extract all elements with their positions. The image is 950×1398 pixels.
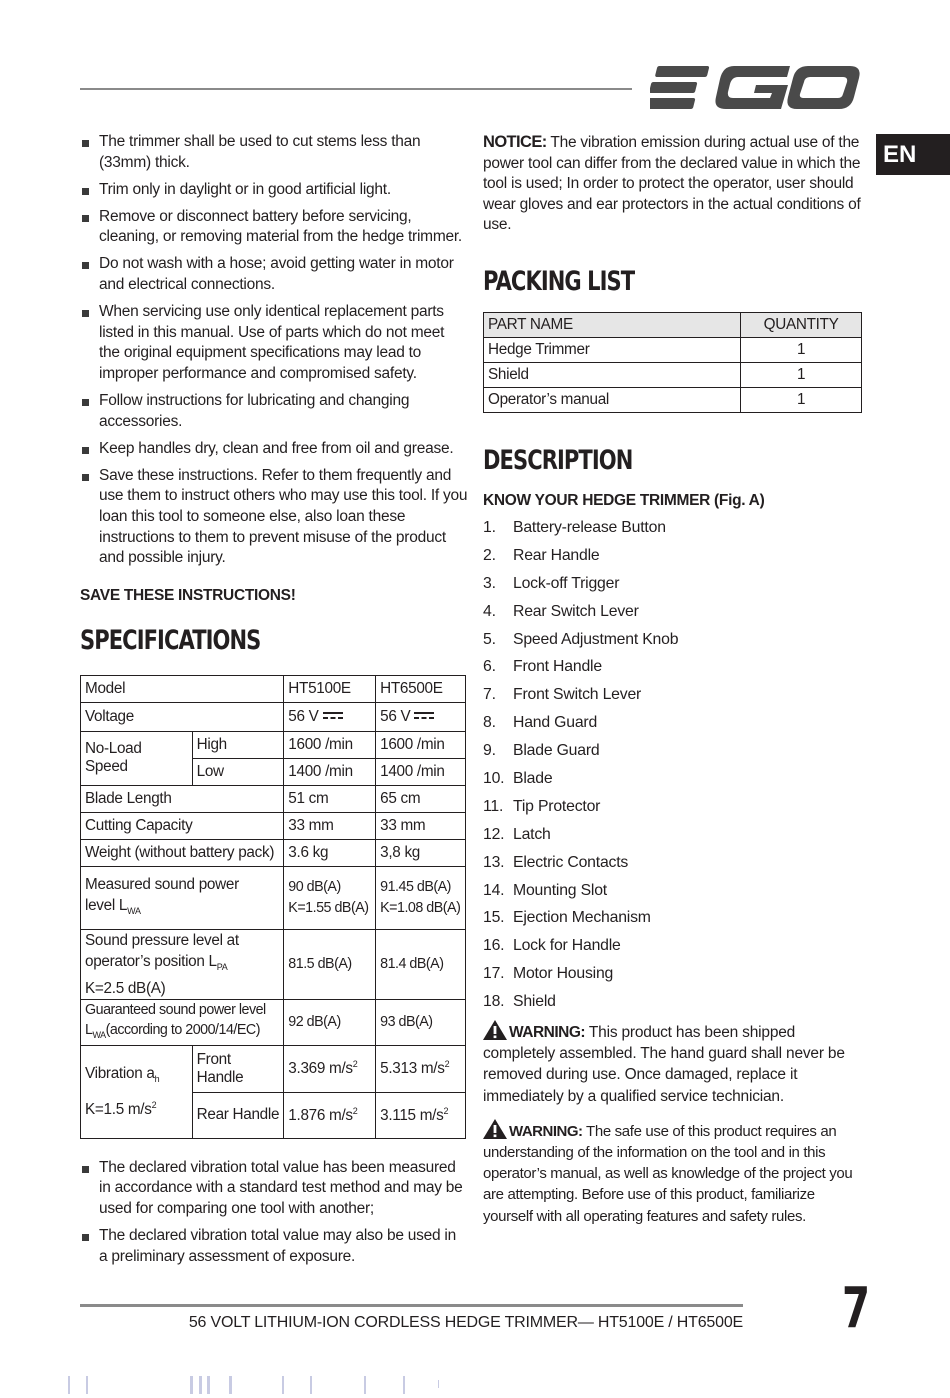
part-number: 5.: [483, 630, 496, 648]
list-item: [483, 598, 868, 626]
part-number: 15.: [483, 909, 505, 927]
spec-value-line: K=1.08 dB(A): [380, 899, 461, 916]
description-title: DESCRIPTION: [483, 444, 633, 476]
list-item: [483, 849, 868, 877]
part-number: 3.: [483, 574, 496, 592]
table-row: [81, 929, 466, 999]
part-number: 4.: [483, 602, 496, 620]
part-name: Battery-release Button: [513, 518, 666, 536]
spec-label-line: Guaranteed sound power level: [85, 1001, 266, 1018]
list-item: [483, 570, 868, 598]
spec-label-line: [85, 951, 279, 978]
notice-text: The vibration emission during actual use of the power tool can differ from the declared value in which the tool is used; In order to protect the operator, user should wear gloves and ear protectors in the actual conditions of use.: [483, 134, 861, 234]
list-item: [483, 932, 868, 960]
table-row: [81, 702, 466, 731]
spec-label-line: [85, 1092, 188, 1123]
table-cell: 92 dB(A): [284, 999, 376, 1045]
superscript: 2: [352, 1105, 358, 1116]
table-cell: [284, 866, 376, 929]
table-cell: High: [192, 731, 284, 758]
table-cell: [81, 1045, 193, 1138]
list-item: [483, 709, 868, 737]
part-name: Speed Adjustment Knob: [513, 630, 679, 648]
table-cell: No-Load Speed: [81, 731, 193, 785]
vibration-value: 3.115 m/s: [380, 1106, 444, 1124]
part-name: Front Handle: [513, 658, 602, 676]
warning-paragraph-2: [483, 1119, 868, 1227]
part-number: 17.: [483, 965, 505, 983]
part-name: Rear Handle: [513, 546, 600, 564]
part-name: Blade Guard: [513, 742, 600, 760]
spec-label-line: Sound pressure level at: [85, 931, 239, 949]
table-cell: 33 mm: [376, 812, 466, 839]
part-name: Rear Switch Lever: [513, 602, 639, 620]
table-cell: Cutting Capacity: [81, 812, 284, 839]
part-number: 10.: [483, 769, 505, 787]
table-cell: 1600 /min: [376, 731, 466, 758]
list-item: [483, 626, 868, 654]
table-cell: 1: [741, 362, 862, 387]
table-cell: 93 dB(A): [376, 999, 466, 1045]
table-cell: [376, 702, 466, 731]
list-item: [483, 960, 868, 988]
table-cell: Hedge Trimmer: [484, 337, 741, 362]
table-cell: [81, 999, 284, 1045]
spec-label-text: operator’s position L: [85, 952, 217, 970]
table-row: [484, 337, 862, 362]
table-cell: 51 cm: [284, 785, 376, 812]
subscript: PA: [216, 961, 228, 972]
table-cell: 81.4 dB(A): [376, 929, 466, 999]
spec-label-line: Measured sound power: [85, 875, 239, 893]
part-name: Lock for Handle: [513, 937, 621, 955]
table-cell: Operator’s manual: [484, 387, 741, 412]
part-number: 8.: [483, 714, 496, 732]
part-number: 1.: [483, 518, 496, 536]
table-cell: 3.6 kg: [284, 839, 376, 866]
table-cell: [284, 1045, 376, 1092]
page-number: 7: [842, 1276, 871, 1341]
list-item: [483, 681, 868, 709]
warning-text: This product has been shipped completely assembled. The hand guard shall never be removed during use. Once damaged, replace it immediately by a qualified service technician.: [483, 1024, 845, 1105]
voltage-value: 56 V: [380, 707, 411, 725]
table-cell: [376, 1045, 466, 1092]
vibration-value: 1.876 m/s: [288, 1106, 353, 1124]
table-cell: 1400 /min: [376, 758, 466, 785]
part-number: 2.: [483, 546, 496, 564]
spec-label-line: [85, 895, 279, 922]
spec-label-text: (according to 2000/14/EC): [105, 1021, 261, 1038]
table-cell: 1600 /min: [284, 731, 376, 758]
footer-title: 56 VOLT LITHIUM-ION CORDLESS HEDGE TRIMMER— HT5100E / HT6500E: [188, 1314, 743, 1331]
spec-label-text: L: [85, 1021, 93, 1038]
packing-list-table: [483, 312, 862, 413]
right-column: [483, 132, 868, 1227]
spec-value-line: K=1.55 dB(A): [288, 899, 369, 916]
left-column: [80, 132, 468, 1274]
footer-rule: [80, 1304, 743, 1307]
table-cell: 33 mm: [284, 812, 376, 839]
spec-label-line: K=2.5 dB(A): [85, 979, 166, 997]
table-cell: [284, 1092, 376, 1138]
table-cell: [81, 866, 284, 929]
list-item: [483, 821, 868, 849]
list-item: Trim only in daylight or in good artificial light.: [80, 180, 468, 201]
list-item: [483, 793, 868, 821]
table-header-cell: PART NAME: [484, 312, 741, 337]
table-row: [81, 866, 466, 929]
table-cell: [284, 702, 376, 731]
table-row: [81, 731, 466, 758]
list-item: Save these instructions. Refer to them frequently and use them to instruct others who may use this tool. If you loan this tool to someone else, also loan these instructions to them to prevent misuse of the product and possible injury.: [80, 466, 468, 569]
part-name: Latch: [513, 825, 551, 843]
header-rule: [80, 88, 632, 90]
table-row: [484, 387, 862, 412]
notice-paragraph: [483, 132, 868, 236]
dc-symbol-icon: [323, 711, 343, 720]
language-tab: EN: [876, 134, 950, 175]
table-cell: Voltage: [81, 702, 284, 731]
table-row: [81, 785, 466, 812]
part-name: Motor Housing: [513, 965, 614, 983]
part-name: Hand Guard: [513, 714, 598, 732]
warning-text: The safe use of this product requires an understanding of the information on the tool and in this operator’s manual, as well as knowledge of the project you are attempting. Before use of this product, familiarize yourself with all operating features and safety rules.: [483, 1122, 853, 1225]
subscript: h: [154, 1073, 160, 1084]
parts-list: [483, 514, 868, 1016]
part-number: 14.: [483, 881, 505, 899]
vibration-value: 3.369 m/s: [288, 1060, 353, 1078]
table-cell: [81, 929, 284, 999]
list-item: The trimmer shall be used to cut stems less than (33mm) thick.: [80, 132, 468, 173]
part-name: Front Switch Lever: [513, 686, 642, 704]
table-cell: Low: [192, 758, 284, 785]
know-your-trimmer-heading: KNOW YOUR HEDGE TRIMMER (Fig. A): [483, 491, 765, 509]
list-item: Remove or disconnect battery before servicing, cleaning, or removing material from the hedge trimmer.: [80, 207, 468, 248]
spec-label-line: [85, 1061, 188, 1092]
list-item: [483, 737, 868, 765]
part-number: 6.: [483, 658, 496, 676]
part-name: Mounting Slot: [513, 881, 607, 899]
table-row: [81, 839, 466, 866]
table-row: [484, 362, 862, 387]
voltage-value: 56 V: [288, 707, 319, 725]
part-name: Electric Contacts: [513, 853, 629, 871]
table-header-cell: QUANTITY: [741, 312, 862, 337]
specifications-table: [80, 675, 466, 1139]
notice-label: NOTICE:: [483, 133, 547, 151]
table-cell: HT5100E: [284, 675, 376, 702]
part-name: Tip Protector: [513, 797, 601, 815]
table-header-row: [484, 312, 862, 337]
vibration-bullet-list: [80, 1158, 468, 1267]
spec-label-line: [85, 1020, 279, 1045]
spec-label-text: Vibration a: [85, 1064, 155, 1082]
table-cell: Weight (without battery pack): [81, 839, 284, 866]
part-number: 9.: [483, 742, 496, 760]
table-row: [81, 812, 466, 839]
table-cell: [376, 866, 466, 929]
spec-value-line: 90 dB(A): [288, 878, 341, 895]
table-cell: HT6500E: [376, 675, 466, 702]
spec-label-text: level L: [85, 896, 128, 914]
table-cell: 1: [741, 387, 862, 412]
list-item: [483, 988, 868, 1016]
list-item: [483, 514, 868, 542]
part-number: 18.: [483, 993, 505, 1011]
superscript: 2: [444, 1059, 450, 1070]
warning-label: WARNING:: [509, 1122, 583, 1140]
table-cell: Shield: [484, 362, 741, 387]
part-name: Lock-off Trigger: [513, 574, 620, 592]
list-item: Do not wash with a hose; avoid getting water in motor and electrical connections.: [80, 254, 468, 295]
vibration-value: 5.313 m/s: [380, 1060, 445, 1078]
table-row: [81, 675, 466, 702]
superscript: 2: [151, 1099, 157, 1110]
table-cell: 1: [741, 337, 862, 362]
table-cell: 1400 /min: [284, 758, 376, 785]
dc-symbol-icon: [414, 711, 434, 720]
table-cell: [376, 1092, 466, 1138]
list-item: Follow instructions for lubricating and changing accessories.: [80, 391, 468, 432]
list-item: [483, 904, 868, 932]
superscript: 2: [352, 1059, 358, 1070]
list-item: [483, 877, 868, 905]
table-cell: Blade Length: [81, 785, 284, 812]
part-number: 11.: [483, 797, 504, 815]
specifications-title: SPECIFICATIONS: [80, 624, 261, 656]
part-number: 12.: [483, 825, 505, 843]
spec-label-text: K=1.5 m/s: [85, 1100, 152, 1118]
print-registration-marks: [0, 1372, 500, 1398]
table-cell: Front Handle: [192, 1045, 284, 1092]
part-number: 13.: [483, 853, 505, 871]
warning-triangle-icon: [483, 1119, 507, 1139]
list-item: The declared vibration total value has been measured in accordance with a standard test method and may be used for comparing one tool with another;: [80, 1158, 468, 1220]
spec-value-line: 91.45 dB(A): [380, 878, 451, 895]
list-item: [483, 542, 868, 570]
warning-triangle-icon: [483, 1020, 507, 1040]
list-item: [483, 653, 868, 681]
superscript: 2: [443, 1105, 449, 1116]
table-row: [81, 1045, 466, 1092]
subscript: WA: [92, 1029, 106, 1040]
ego-logo: [650, 64, 862, 112]
table-cell: Model: [81, 675, 284, 702]
table-cell: Rear Handle: [192, 1092, 284, 1138]
subscript: WA: [127, 905, 141, 916]
part-name: Blade: [513, 769, 553, 787]
list-item: [483, 765, 868, 793]
table-cell: 65 cm: [376, 785, 466, 812]
save-instructions-heading: SAVE THESE INSTRUCTIONS!: [80, 586, 296, 604]
warning-paragraph-1: [483, 1020, 868, 1107]
table-cell: 3,8 kg: [376, 839, 466, 866]
part-number: 16.: [483, 937, 505, 955]
part-name: Ejection Mechanism: [513, 909, 651, 927]
list-item: Keep handles dry, clean and free from oil and grease.: [80, 439, 468, 460]
packing-list-title: PACKING LIST: [483, 265, 635, 297]
list-item: The declared vibration total value may also be used in a preliminary assessment of exposure.: [80, 1226, 468, 1267]
warning-label: WARNING:: [509, 1024, 586, 1041]
part-number: 7.: [483, 686, 496, 704]
table-row: [81, 999, 466, 1045]
list-item: When servicing use only identical replacement parts listed in this manual. Use of parts which do not meet the original equipment specifications may lead to improper performance and compromised safety.: [80, 302, 468, 384]
safety-bullet-list: [80, 132, 468, 569]
part-name: Shield: [513, 993, 556, 1011]
table-cell: 81.5 dB(A): [284, 929, 376, 999]
